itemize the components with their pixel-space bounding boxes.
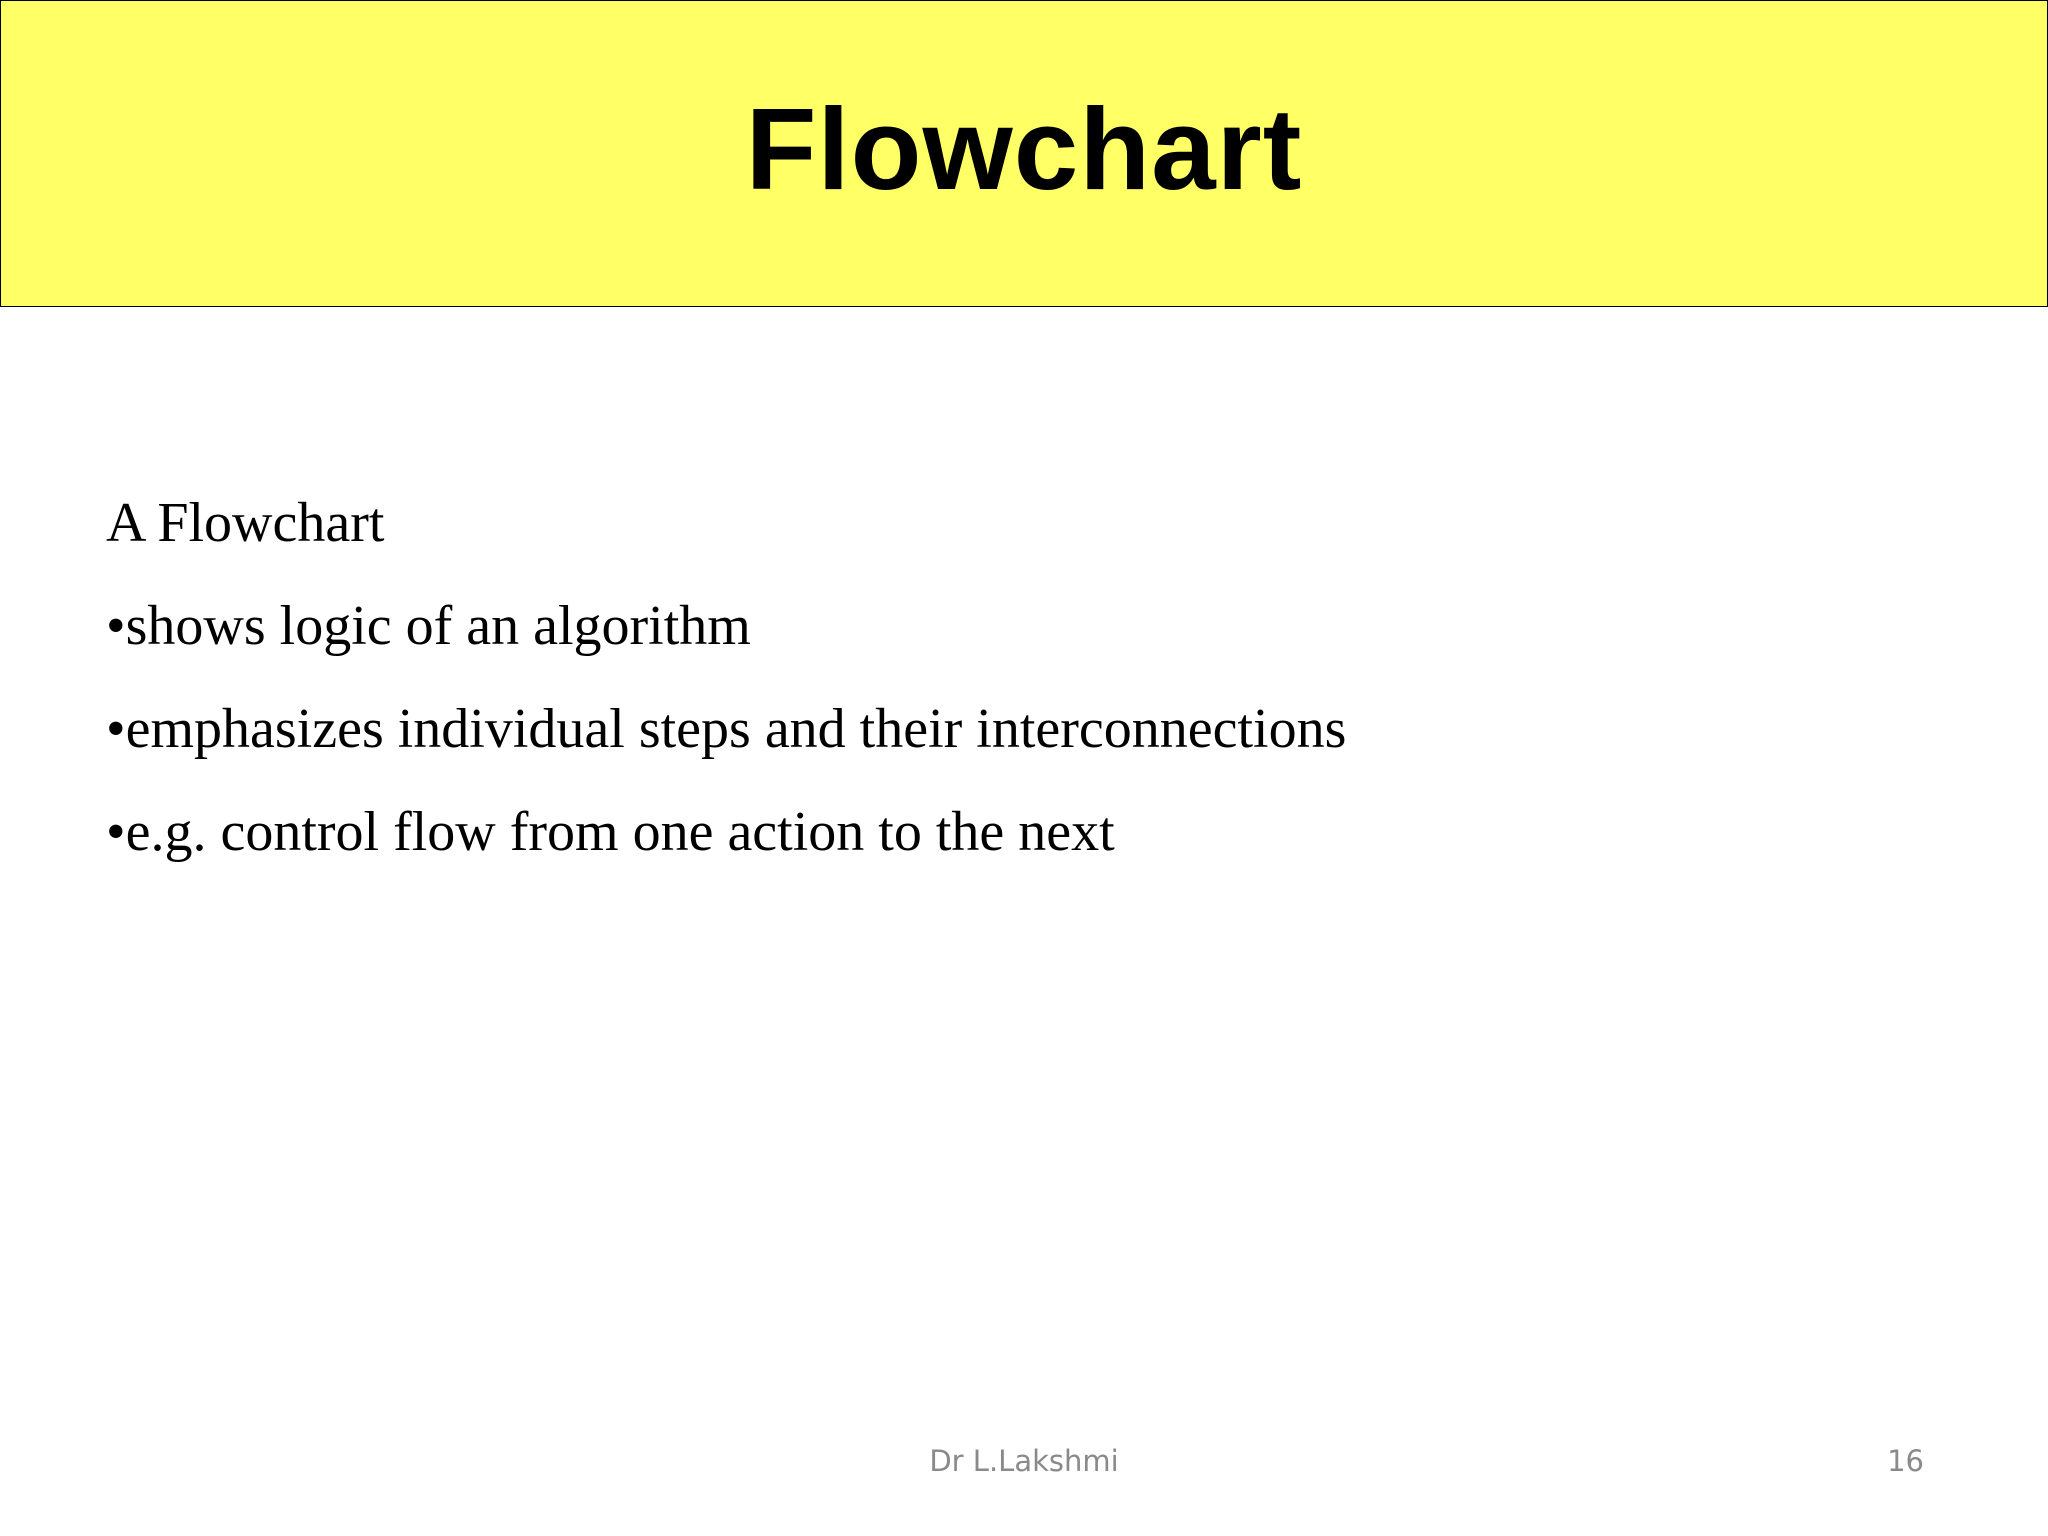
bullet-item: •e.g. control flow from one action to the next xyxy=(106,801,1115,863)
bullet-item: •shows logic of an algorithm xyxy=(106,595,751,657)
footer-author: Dr L.Lakshmi xyxy=(929,1444,1119,1478)
slide-title: Flowchart xyxy=(745,83,1303,214)
title-banner xyxy=(0,0,2048,307)
page-number: 16 xyxy=(1887,1444,1924,1478)
slide-body xyxy=(106,472,1346,884)
bullet-item: •emphasizes individual steps and their interconnections xyxy=(106,698,1347,760)
intro-line: A Flowchart xyxy=(106,492,385,554)
